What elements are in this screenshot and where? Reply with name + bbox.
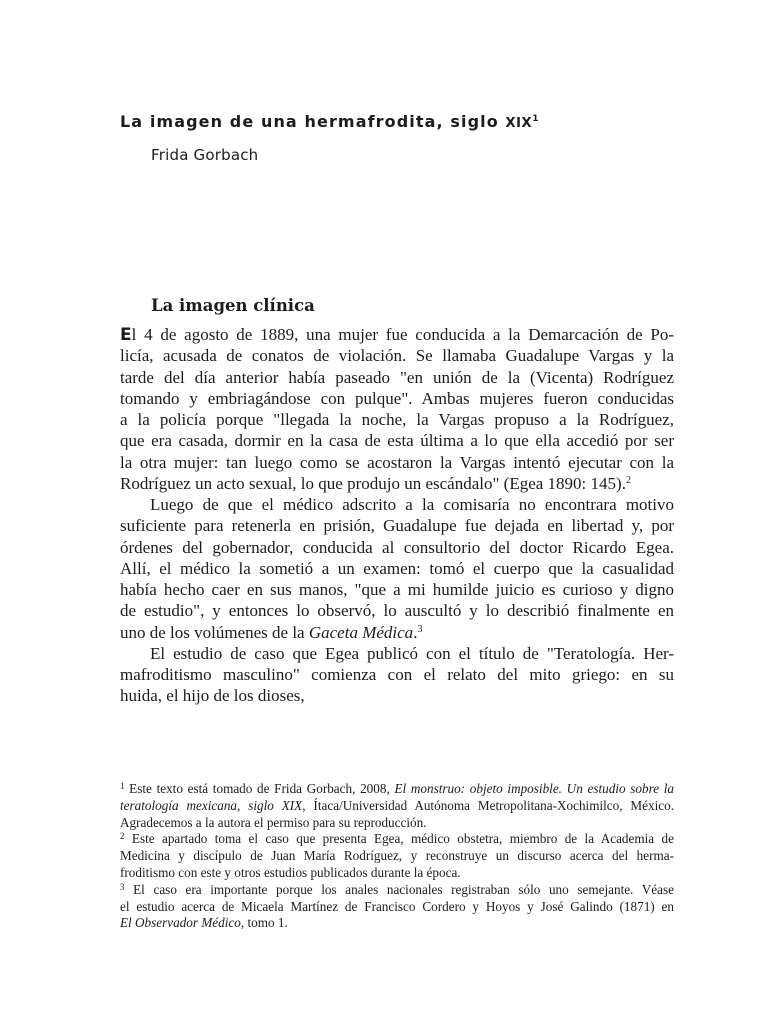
book-title: El monstruo: objeto imposible. Un estudio sobre la bbox=[394, 781, 674, 796]
body-line: que era casada, dormir en la casa de esta última a lo que ella accedió por ser bbox=[120, 431, 674, 451]
book-title: teratología mexicana, siglo bbox=[120, 797, 282, 813]
footnote-text: , Ítaca/Universidad Autónoma Metropolitana-Xochimilco, México. bbox=[302, 797, 674, 813]
footnote-2-line: Medicina y discípulo de Juan María Rodríguez, y reconstruye un discurso acerca del herma- bbox=[120, 848, 674, 864]
book-title-century: XIX bbox=[281, 797, 303, 813]
body-line-text: l 4 de agosto de 1889, una mujer fue conducida a la Demarcación de Po- bbox=[131, 325, 674, 344]
footnote-1-number: 1 bbox=[120, 781, 125, 791]
footnote-text: El caso era importante porque los anales nacionales registraban sólo uno semejante. Véase bbox=[124, 881, 674, 897]
footnote-ref-2[interactable]: 2 bbox=[625, 474, 631, 486]
footnote-text: Este texto está tomado de Frida Gorbach, 2008, bbox=[124, 781, 395, 796]
author-name: Frida Gorbach bbox=[151, 146, 259, 164]
body-line-text: Rodríguez un acto sexual, lo que produjo un escándalo" (Egea 1890: 145). bbox=[120, 473, 626, 493]
body-line: suficiente para retenerla en prisión, Guadalupe fue dejada en libertad y, por bbox=[120, 516, 674, 536]
body-line: Allí, el médico la sometió a un examen: tomó el cuerpo que la casualidad bbox=[120, 558, 674, 578]
body-line bbox=[120, 473, 674, 494]
body-line: Luego de que el médico adscrito a la comisaría no encontrara motivo bbox=[150, 495, 674, 514]
journal-title: El Observador Médico bbox=[120, 915, 241, 931]
footnote-text: Este apartado toma el caso que presenta Egea, médico obstetra, miembro de la Academia de bbox=[124, 831, 674, 847]
drop-cap: E bbox=[120, 325, 132, 345]
body-line bbox=[120, 622, 674, 643]
footnote-3-line: el estudio acerca de Micaela Martínez de Francisco Cordero y Hoyos y José Galindo (1871) en bbox=[120, 898, 674, 914]
footnote-text: , tomo 1. bbox=[240, 915, 288, 931]
footnote-1-line: Agradecemos a la autora el permiso para su reproducción. bbox=[120, 814, 427, 830]
body-line: órdenes del gobernador, conducida al consultorio del doctor Ricardo Egea. bbox=[120, 537, 674, 557]
body-line: El estudio de caso que Egea publicó con el título de "Teratología. Her- bbox=[150, 643, 674, 663]
title-century: XIX bbox=[505, 116, 533, 131]
footnote-1-line bbox=[120, 781, 674, 798]
body-line: tomando y embriagándose con pulque". Ambas mujeres fueron conducidas bbox=[120, 388, 674, 408]
body-line-text: uno de los volúmenes de la bbox=[120, 622, 309, 642]
footnote-ref-3[interactable]: 3 bbox=[417, 623, 423, 635]
article-title bbox=[120, 112, 538, 131]
footnote-3-line bbox=[120, 915, 674, 932]
article-title-text: La imagen de una hermafrodita, siglo bbox=[120, 112, 506, 131]
title-footnote-ref[interactable]: 1 bbox=[532, 114, 539, 124]
body-line-text: . bbox=[413, 622, 418, 642]
footnote-1-line bbox=[120, 798, 674, 815]
body-line bbox=[120, 324, 674, 345]
body-line: había hecho caer en sus manos, "que a mi humilde juicio es curioso y digno bbox=[120, 580, 674, 599]
body-line: la otra mujer: tan luego como se acostaron la Vargas intentó ejecutar con la bbox=[120, 452, 674, 472]
body-line: a la policía porque "llegada la noche, la Vargas propuso a la Rodríguez, bbox=[120, 410, 674, 429]
body-line: licía, acusada de conatos de violación. Se llamaba Guadalupe Vargas y la bbox=[120, 346, 674, 366]
footnote-2-number: 2 bbox=[120, 831, 125, 842]
body-line: tarde del día anterior había paseado "en unión de la (Vicenta) Rodríguez bbox=[120, 367, 674, 387]
footnote-2-line bbox=[120, 831, 674, 848]
footnote-2-line: froditismo con este y otros estudios publicados durante la época. bbox=[120, 864, 461, 880]
body-line: mafroditismo masculino" comienza con el relato del mito griego: en su bbox=[120, 665, 674, 684]
article-body bbox=[120, 324, 674, 707]
gaceta-medica-title: Gaceta Médica bbox=[308, 622, 414, 642]
body-line: de estudio", y entonces lo observó, lo auscultó y lo describió finalmente en bbox=[120, 601, 674, 621]
footnote-3-number: 3 bbox=[120, 881, 125, 892]
section-heading: La imagen clínica bbox=[151, 296, 315, 315]
body-line: huida, el hijo de los dioses, bbox=[120, 686, 305, 706]
footnote-3-line bbox=[120, 882, 674, 899]
footnotes bbox=[120, 781, 674, 932]
